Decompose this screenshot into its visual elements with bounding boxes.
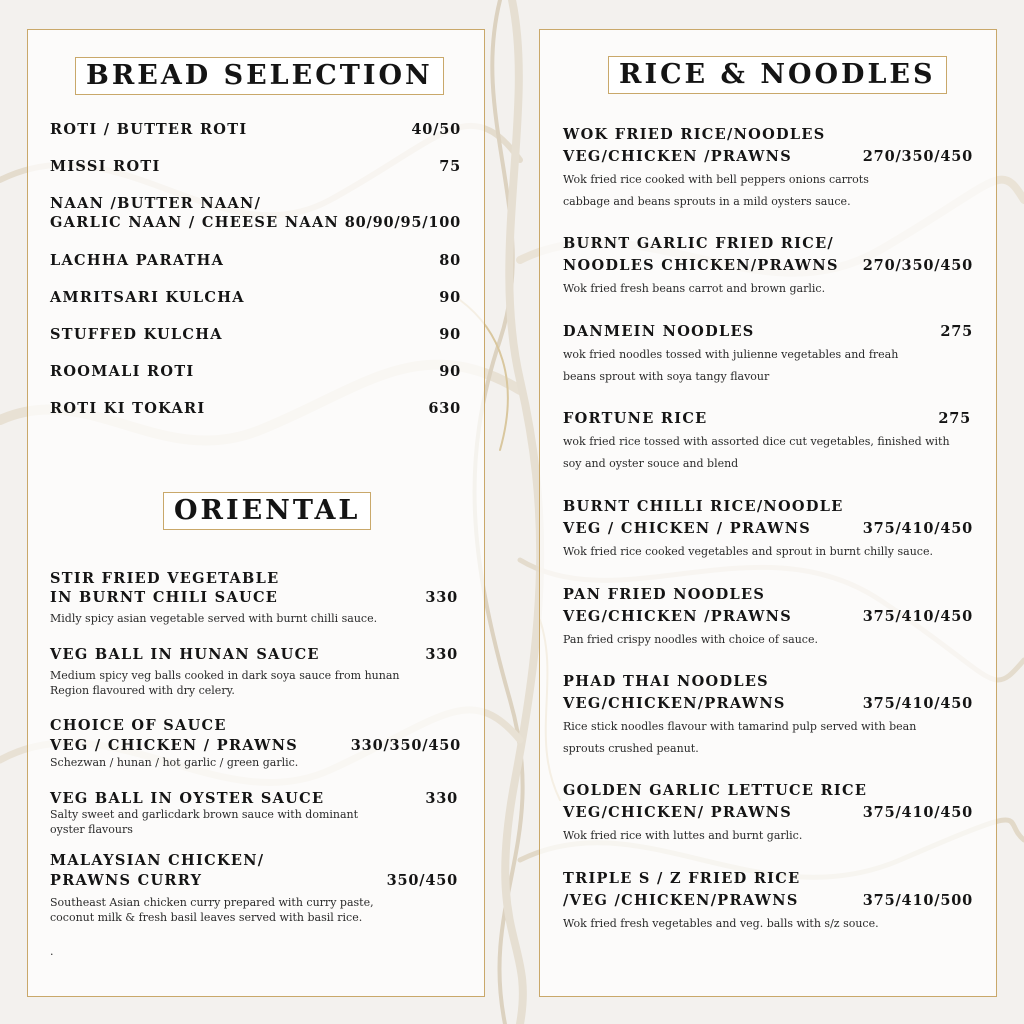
bread-item-name: STUFFED KULCHA xyxy=(50,326,223,343)
oriental-item-description-line2: Region flavoured with dry celery. xyxy=(50,684,235,697)
rice-item-name: PAN FRIED NOODLES xyxy=(563,586,766,603)
bread-item-price: 75 xyxy=(439,158,461,175)
bread-item-price: 90 xyxy=(439,326,461,343)
rice-item-name: FORTUNE RICE xyxy=(563,410,708,427)
rice-item-price: 375/410/450 xyxy=(862,608,973,625)
oriental-item-description-line2: coconut milk & fresh basil leaves served with basil rice. xyxy=(50,911,363,924)
rice-item-description: Wok fried rice cooked with bell peppers onions carrots xyxy=(563,173,869,186)
rice-item-name-line2: VEG / CHICKEN / PRAWNS xyxy=(563,520,812,537)
rice-item-name: WOK FRIED RICE/NOODLES xyxy=(563,126,826,143)
bread-item-name: ROTI KI TOKARI xyxy=(50,400,206,417)
rice-item-description-line2: cabbage and beans sprouts in a mild oysters sauce. xyxy=(563,195,851,208)
bread-item-name: AMRITSARI KULCHA xyxy=(50,289,245,306)
bread-item-name: NAAN /BUTTER NAAN/ xyxy=(50,195,262,212)
rice-item-description-line2: sprouts crushed peanut. xyxy=(563,742,699,755)
oriental-footnote: . xyxy=(50,945,54,958)
oriental-item-name-line2: IN BURNT CHILI SAUCE xyxy=(50,589,279,606)
oriental-section-title: ORIENTAL xyxy=(163,492,371,530)
rice-item-price: 270/350/450 xyxy=(862,257,973,274)
rice-item-price: 375/410/450 xyxy=(862,695,973,712)
oriental-item-description: Schezwan / hunan / hot garlic / green garlic. xyxy=(50,756,299,769)
bread-item-name: MISSI ROTI xyxy=(50,158,161,175)
rice-item-price: 375/410/450 xyxy=(862,804,973,821)
rice-item-name-line2: VEG/CHICKEN/PRAWNS xyxy=(563,695,786,712)
bread-item-price: 630 xyxy=(428,400,461,417)
rice-item-name-line2: VEG/CHICKEN/ PRAWNS xyxy=(563,804,792,821)
rice-item-name: BURNT CHILLI RICE/NOODLE xyxy=(563,498,844,515)
rice-item-price: 375/410/450 xyxy=(862,520,973,537)
rice-item-description-line2: soy and oyster souce and blend xyxy=(563,457,739,470)
rice-item-name-line2: /VEG /CHICKEN/PRAWNS xyxy=(563,892,799,909)
rice-item-description: Wok fried rice cooked vegetables and sprout in burnt chilly sauce. xyxy=(563,545,933,558)
oriental-item-description: Southeast Asian chicken curry prepared with curry paste, xyxy=(50,896,374,909)
rice-item-description: Wok fried fresh vegetables and veg. balls with s/z souce. xyxy=(563,917,879,930)
bread-section-title: BREAD SELECTION xyxy=(75,57,444,95)
bread-item-price: 40/50 xyxy=(411,121,461,138)
rice-item-name: PHAD THAI NOODLES xyxy=(563,673,769,690)
oriental-item-price: 350/450 xyxy=(386,872,458,889)
bread-item-name: LACHHA PARATHA xyxy=(50,252,225,269)
oriental-item-name: STIR FRIED VEGETABLE xyxy=(50,570,280,587)
rice-item-name-line2: NOODLES CHICKEN/PRAWNS xyxy=(563,257,839,274)
oriental-item-description: Midly spicy asian vegetable served with burnt chilli sauce. xyxy=(50,612,378,625)
rice-item-description: Rice stick noodles flavour with tamarind pulp served with bean xyxy=(563,720,917,733)
rice-noodles-section-title: RICE & NOODLES xyxy=(608,56,947,94)
rice-item-name-line2: VEG/CHICKEN /PRAWNS xyxy=(563,148,792,165)
oriental-item-description: Salty sweet and garlicdark brown sauce with dominant xyxy=(50,808,359,821)
oriental-item-description-line2: oyster flavours xyxy=(50,823,133,836)
oriental-item-name: VEG BALL IN HUNAN SAUCE xyxy=(50,646,320,663)
bread-item-name: ROOMALI ROTI xyxy=(50,363,195,380)
bread-item-name: ROTI / BUTTER ROTI xyxy=(50,121,248,138)
oriental-item-price: 330 xyxy=(425,646,458,663)
bread-item-price: 90 xyxy=(439,363,461,380)
rice-item-price: 275 xyxy=(938,410,971,427)
oriental-item-name-line2: PRAWNS CURRY xyxy=(50,872,203,889)
rice-item-price: 375/410/500 xyxy=(862,892,973,909)
bread-item-name-line2: GARLIC NAAN / CHEESE NAAN xyxy=(50,214,340,231)
rice-item-name-line2: VEG/CHICKEN /PRAWNS xyxy=(563,608,792,625)
rice-item-description: wok fried noodles tossed with julienne vegetables and freah xyxy=(563,348,899,361)
oriental-item-description: Medium spicy veg balls cooked in dark soya sauce from hunan xyxy=(50,669,400,682)
bread-item-price: 80 xyxy=(439,252,461,269)
oriental-item-name: CHOICE OF SAUCE xyxy=(50,717,227,734)
rice-item-price: 275 xyxy=(940,323,973,340)
rice-item-name: TRIPLE S / Z FRIED RICE xyxy=(563,870,801,887)
rice-item-name: BURNT GARLIC FRIED RICE/ xyxy=(563,235,835,252)
oriental-item-name: VEG BALL IN OYSTER SAUCE xyxy=(50,790,325,807)
rice-item-price: 270/350/450 xyxy=(862,148,973,165)
rice-item-name: DANMEIN NOODLES xyxy=(563,323,755,340)
oriental-item-name: MALAYSIAN CHICKEN/ xyxy=(50,852,265,869)
bread-item-price: 80/90/95/100 xyxy=(344,214,461,231)
bread-item-price: 90 xyxy=(439,289,461,306)
rice-item-description-line2: beans sprout with soya tangy flavour xyxy=(563,370,770,383)
oriental-item-price: 330 xyxy=(425,790,458,807)
rice-item-name: GOLDEN GARLIC LETTUCE RICE xyxy=(563,782,868,799)
oriental-item-price: 330/350/450 xyxy=(350,737,461,754)
rice-item-description: Wok fried fresh beans carrot and brown garlic. xyxy=(563,282,826,295)
oriental-item-name-line2: VEG / CHICKEN / PRAWNS xyxy=(50,737,299,754)
rice-item-description: Pan fried crispy noodles with choice of sauce. xyxy=(563,633,818,646)
rice-item-description: Wok fried rice with luttes and burnt garlic. xyxy=(563,829,803,842)
rice-item-description: wok fried rice tossed with assorted dice cut vegetables, finished with xyxy=(563,435,950,448)
oriental-item-price: 330 xyxy=(425,589,458,606)
